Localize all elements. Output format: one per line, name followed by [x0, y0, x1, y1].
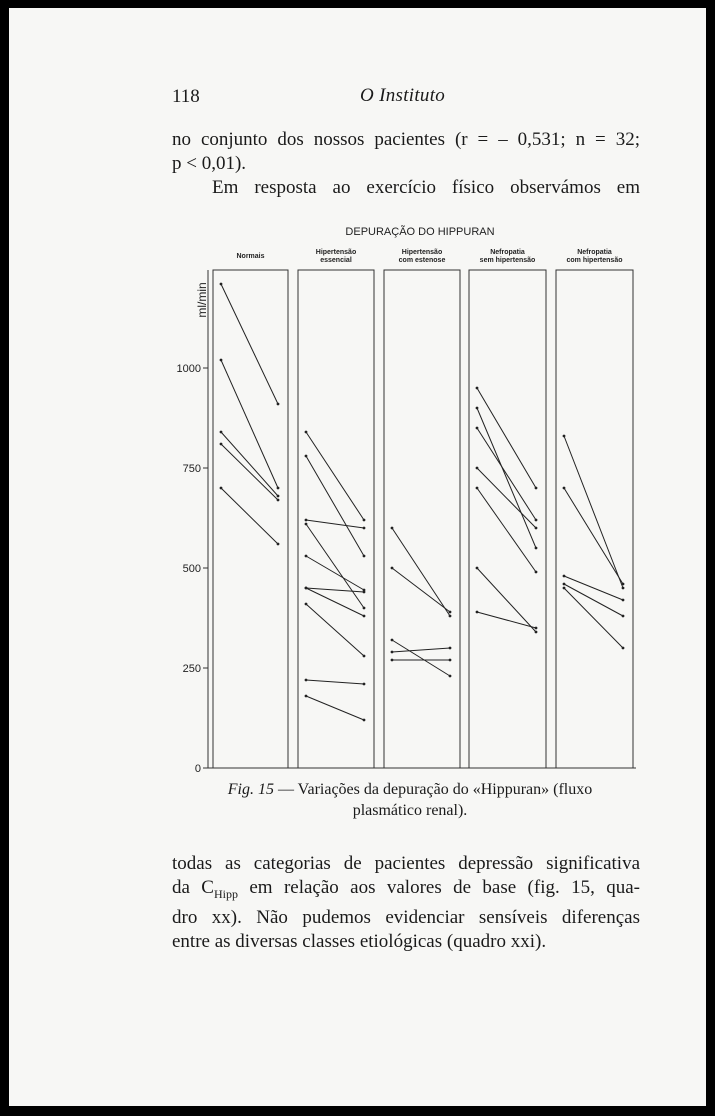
point-before	[305, 519, 308, 522]
point-after	[535, 519, 538, 522]
point-after	[277, 403, 280, 406]
panel-frame	[213, 270, 288, 768]
point-before	[391, 639, 394, 642]
point-before	[391, 659, 394, 662]
point-after	[449, 615, 452, 618]
panel-label: Hipertensão	[401, 249, 443, 256]
point-after	[622, 599, 625, 602]
point-after	[277, 543, 280, 546]
point-after	[535, 627, 538, 630]
point-before	[305, 455, 308, 458]
panel-label: sem hipertensão	[479, 257, 536, 264]
series-line	[221, 432, 278, 496]
series-line	[564, 584, 623, 616]
caption-text: — Variações da depuração do «Hippuran» (fluxo	[273, 781, 593, 798]
point-after	[363, 655, 366, 658]
point-after	[449, 647, 452, 650]
point-after	[277, 487, 280, 490]
panel-frame	[556, 270, 633, 768]
paragraph-bottom-line3: dro xx). Não pudemos evidenciar sensíveis diferenças	[172, 906, 640, 928]
panel-frame	[384, 270, 460, 768]
point-after	[535, 631, 538, 634]
point-after	[622, 583, 625, 586]
y-tick-label: 750	[182, 463, 201, 475]
paragraph-bottom-line1: todas as categorias de pacientes depressão significativa	[172, 853, 640, 874]
y-tick-label: 500	[182, 563, 201, 575]
point-before	[305, 523, 308, 526]
point-after	[363, 527, 366, 530]
hipp-subscript: Hipp	[213, 886, 238, 901]
panel-label: com estenose	[398, 257, 446, 264]
paragraph-top-line3: Em resposta ao exercício físico observámos em	[212, 177, 640, 198]
series-line	[221, 284, 278, 404]
point-before	[563, 487, 566, 490]
point-before	[305, 555, 308, 558]
y-axis-label: ml/min	[195, 282, 209, 318]
point-before	[220, 487, 223, 490]
point-before	[305, 431, 308, 434]
point-after	[535, 547, 538, 550]
caption-text-2: plasmático renal).	[352, 802, 468, 819]
series-line	[564, 436, 623, 588]
series-line	[306, 556, 364, 590]
point-before	[476, 567, 479, 570]
series-line	[306, 520, 364, 528]
panel-frame	[298, 270, 374, 768]
series-line	[221, 444, 278, 500]
point-after	[449, 675, 452, 678]
point-before	[220, 443, 223, 446]
point-after	[449, 611, 452, 614]
figure-caption	[200, 779, 620, 821]
panel-label: com hipertensão	[566, 257, 623, 264]
point-after	[622, 615, 625, 618]
series-line	[306, 588, 364, 592]
point-before	[563, 583, 566, 586]
paragraph-top-line1: no conjunto dos nossos pacientes (r = – 0,531; n = 32;	[172, 129, 640, 150]
point-before	[476, 611, 479, 614]
point-after	[363, 555, 366, 558]
line2-post: em relação aos valores de base (fig. 15, qua-	[237, 877, 640, 898]
series-line	[477, 488, 536, 572]
y-tick-label: 250	[182, 663, 201, 675]
paragraph-bottom-line2	[172, 876, 640, 906]
point-after	[277, 495, 280, 498]
point-after	[535, 571, 538, 574]
series-line	[477, 408, 536, 548]
y-tick-label: 1000	[176, 363, 201, 375]
point-after	[363, 719, 366, 722]
point-before	[563, 587, 566, 590]
series-line	[392, 568, 450, 612]
series-line	[477, 568, 536, 632]
series-line	[306, 696, 364, 720]
panel-label: Hipertensão	[315, 249, 357, 256]
point-after	[535, 527, 538, 530]
point-before	[476, 487, 479, 490]
panel-label: Nefropatia	[577, 249, 612, 256]
point-before	[305, 695, 308, 698]
point-before	[563, 575, 566, 578]
point-before	[305, 679, 308, 682]
series-line	[392, 648, 450, 652]
series-line	[306, 524, 364, 608]
paragraph-top-line2: p < 0,01).	[172, 153, 247, 174]
point-before	[563, 435, 566, 438]
point-after	[363, 519, 366, 522]
line2-pre: da C	[172, 877, 214, 898]
series-line	[564, 488, 623, 584]
point-after	[622, 647, 625, 650]
point-before	[391, 527, 394, 530]
point-after	[535, 487, 538, 490]
series-line	[477, 428, 536, 520]
point-after	[277, 499, 280, 502]
point-before	[391, 651, 394, 654]
panel-frame	[469, 270, 546, 768]
figure-label: Fig. 15	[227, 781, 274, 798]
point-before	[476, 387, 479, 390]
series-line	[221, 488, 278, 544]
point-before	[220, 359, 223, 362]
point-before	[305, 603, 308, 606]
point-after	[449, 659, 452, 662]
series-line	[477, 388, 536, 488]
series-line	[564, 588, 623, 648]
point-before	[476, 427, 479, 430]
point-after	[622, 587, 625, 590]
series-line	[306, 680, 364, 684]
panel-label: Normais	[236, 253, 265, 260]
panel-label: Nefropatia	[490, 249, 525, 256]
point-before	[305, 587, 308, 590]
point-before	[391, 567, 394, 570]
series-line	[392, 528, 450, 616]
point-before	[220, 431, 223, 434]
point-after	[363, 615, 366, 618]
point-after	[363, 591, 366, 594]
point-before	[476, 407, 479, 410]
running-title: O Instituto	[360, 85, 446, 106]
point-after	[363, 607, 366, 610]
series-line	[392, 640, 450, 676]
paragraph-bottom	[172, 852, 640, 954]
series-line	[221, 360, 278, 488]
paragraph-bottom-line4: entre as diversas classes etiológicas (quadro xxi).	[172, 930, 547, 952]
series-line	[477, 612, 536, 628]
point-before	[220, 283, 223, 286]
page-number: 118	[172, 86, 200, 107]
y-tick-label: 0	[194, 763, 201, 775]
chart-title: DEPURAÇÃO DO HIPPURAN	[345, 226, 495, 238]
panel-label: essencial	[320, 257, 352, 264]
point-after	[363, 683, 366, 686]
point-before	[476, 467, 479, 470]
